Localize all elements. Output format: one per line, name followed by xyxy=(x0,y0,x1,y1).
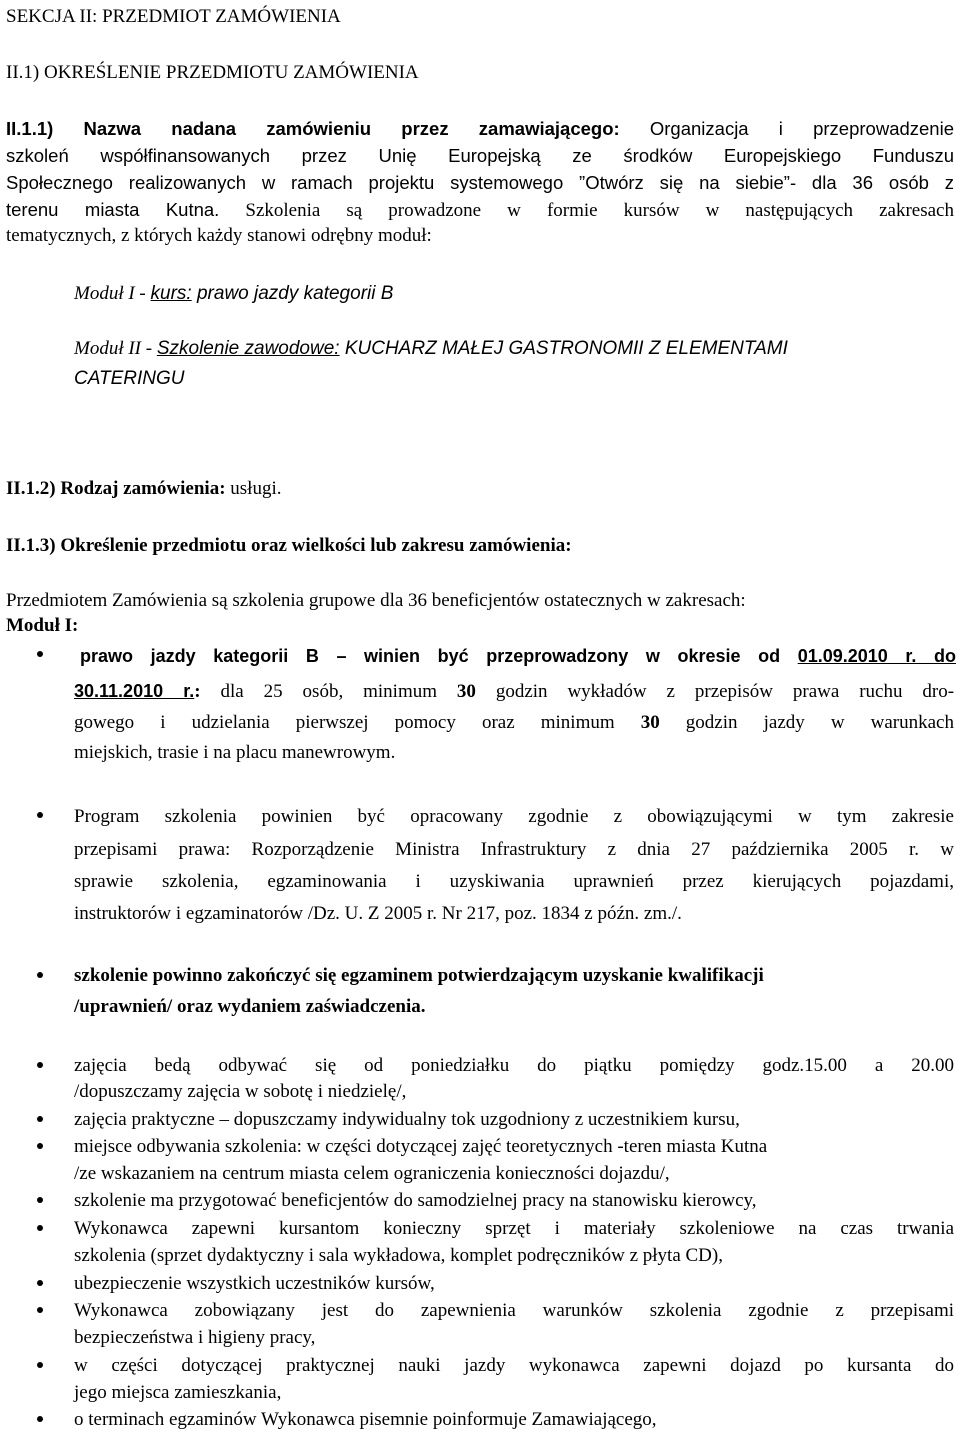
list-item-5: Wykonawca zapewni kursantom konieczny sprzęt i materiały szkoleniowe na czas trwania xyxy=(74,1218,954,1239)
bullet xyxy=(37,1225,43,1231)
p111-line3: Społecznego realizowanych w ramach projektu systemowego ”Otwórz się na siebie”- dla 36 osób z xyxy=(6,172,954,193)
section-title: SEKCJA II: PRZEDMIOT ZAMÓWIENIA xyxy=(6,6,341,27)
b1-line3: gowego i udzielania pierwszej pomocy oraz minimum 30 godzin jazdy w warunkach xyxy=(74,712,954,733)
bullet xyxy=(37,1143,43,1149)
p112: II.1.2) Rodzaj zamówienia: usługi. xyxy=(6,478,282,499)
subsection-title: II.1) OKREŚLENIE PRZEDMIOTU ZAMÓWIENIA xyxy=(6,62,419,83)
b1-line1: prawo jazdy kategorii B – winien być przeprowadzony w okresie od 01.09.2010 r. do xyxy=(80,646,957,666)
bullet xyxy=(37,1116,43,1122)
list-item-1-cont: /dopuszczamy zajęcia w sobotę i niedzielę/, xyxy=(74,1081,407,1102)
list-item-2: zajęcia praktyczne – dopuszczamy indywidualny tok uzgodniony z uczestnikiem kursu, xyxy=(74,1109,740,1130)
bullet xyxy=(37,972,43,978)
bullet xyxy=(37,651,43,657)
list-item-8-cont: jego miejsca zamieszkania, xyxy=(74,1382,282,1403)
bullet xyxy=(37,812,43,818)
module-2: Moduł II - Szkolenie zawodowe: KUCHARZ MAŁEJ GASTRONOMII Z ELEMENTAMI xyxy=(74,338,788,359)
b3-line2: /uprawnień/ oraz wydaniem zaświadczenia. xyxy=(74,996,426,1017)
p111-line1: II.1.1) Nazwa nadana zamówieniu przez zamawiającego: Organizacja i przeprowadzenie xyxy=(6,118,954,139)
bullet xyxy=(37,1416,43,1422)
p113: II.1.3) Określenie przedmiotu oraz wielkości lub zakresu zamówienia: xyxy=(6,535,572,556)
list-item-6: ubezpieczenie wszystkich uczestników kursów, xyxy=(74,1273,435,1294)
modul-i-label: Moduł I: xyxy=(6,615,79,636)
bullet xyxy=(37,1362,43,1368)
b1-line2: 30.11.2010 r.: dla 25 osób, minimum 30 godzin wykładów z przepisów prawa ruchu dro- xyxy=(74,681,955,702)
list-item-3: miejsce odbywania szkolenia: w części dotyczącej zajęć teoretycznych -teren miasta Kutna xyxy=(74,1136,768,1157)
list-item-9: o terminach egzaminów Wykonawca pisemnie poinformuje Zamawiającego, xyxy=(74,1409,657,1430)
list-item-1: zajęcia bedą odbywać się od poniedziałku do piątku pomiędzy godz.15.00 a 20.00 xyxy=(74,1055,954,1076)
bullet xyxy=(37,1280,43,1286)
bullet xyxy=(37,1062,43,1068)
b2-line2: przepisami prawa: Rozporządzenie Ministra Infrastruktury z dnia 27 października 2005 r. w xyxy=(74,839,954,860)
b3-line1: szkolenie powinno zakończyć się egzaminem potwierdzającym uzyskanie kwalifikacji xyxy=(74,965,764,986)
bullet xyxy=(37,1307,43,1313)
list-item-4: szkolenie ma przygotować beneficjentów do samodzielnej pracy na stanowisku kierowcy, xyxy=(74,1190,757,1211)
list-item-7-cont: bezpieczeństwa i higieny pracy, xyxy=(74,1327,316,1348)
b2-line3: sprawie szkolenia, egzaminowania i uzyskiwania uprawnień przez kierujących pojazdami, xyxy=(74,871,954,892)
module-2-cont: CATERINGU xyxy=(74,368,185,389)
p111-line4: terenu miasta Kutna. Szkolenia są prowadzone w formie kursów w następujących zakresach xyxy=(6,199,954,221)
p111-line2: szkoleń współfinansowanych przez Unię Europejską ze środków Europejskiego Funduszu xyxy=(6,145,954,166)
bullet xyxy=(37,1197,43,1203)
list-item-3-cont: /ze wskazaniem na centrum miasta celem ograniczenia konieczności dojazdu/, xyxy=(74,1163,670,1184)
p111-line5: tematycznych, z których każdy stanowi odrębny moduł: xyxy=(6,225,432,246)
b1-line4: miejskich, trasie i na placu manewrowym. xyxy=(74,742,396,763)
list-item-7: Wykonawca zobowiązany jest do zapewnienia warunków szkolenia zgodnie z przepisami xyxy=(74,1300,954,1321)
b2-line4: instruktorów i egzaminatorów /Dz. U. Z 2005 r. Nr 217, poz. 1834 z późn. zm./. xyxy=(74,903,682,924)
list-item-8: w części dotyczącej praktycznej nauki jazdy wykonawca zapewni dojazd po kursanta do xyxy=(74,1355,954,1376)
p111-label: II.1.1) Nazwa nadana zamówieniu przez zamawiającego: xyxy=(6,118,620,139)
intro: Przedmiotem Zamówienia są szkolenia grupowe dla 36 beneficjentów ostatecznych w zakresach: xyxy=(6,590,746,611)
b2-line1: Program szkolenia powinien być opracowany zgodnie z obowiązującymi w tym zakresie xyxy=(74,806,954,827)
list-item-5-cont: szkolenia (sprzet dydaktyczny i sala wykładowa, komplet podręczników z płyta CD), xyxy=(74,1245,723,1266)
module-1: Moduł I - kurs: prawo jazdy kategorii B xyxy=(74,283,394,304)
